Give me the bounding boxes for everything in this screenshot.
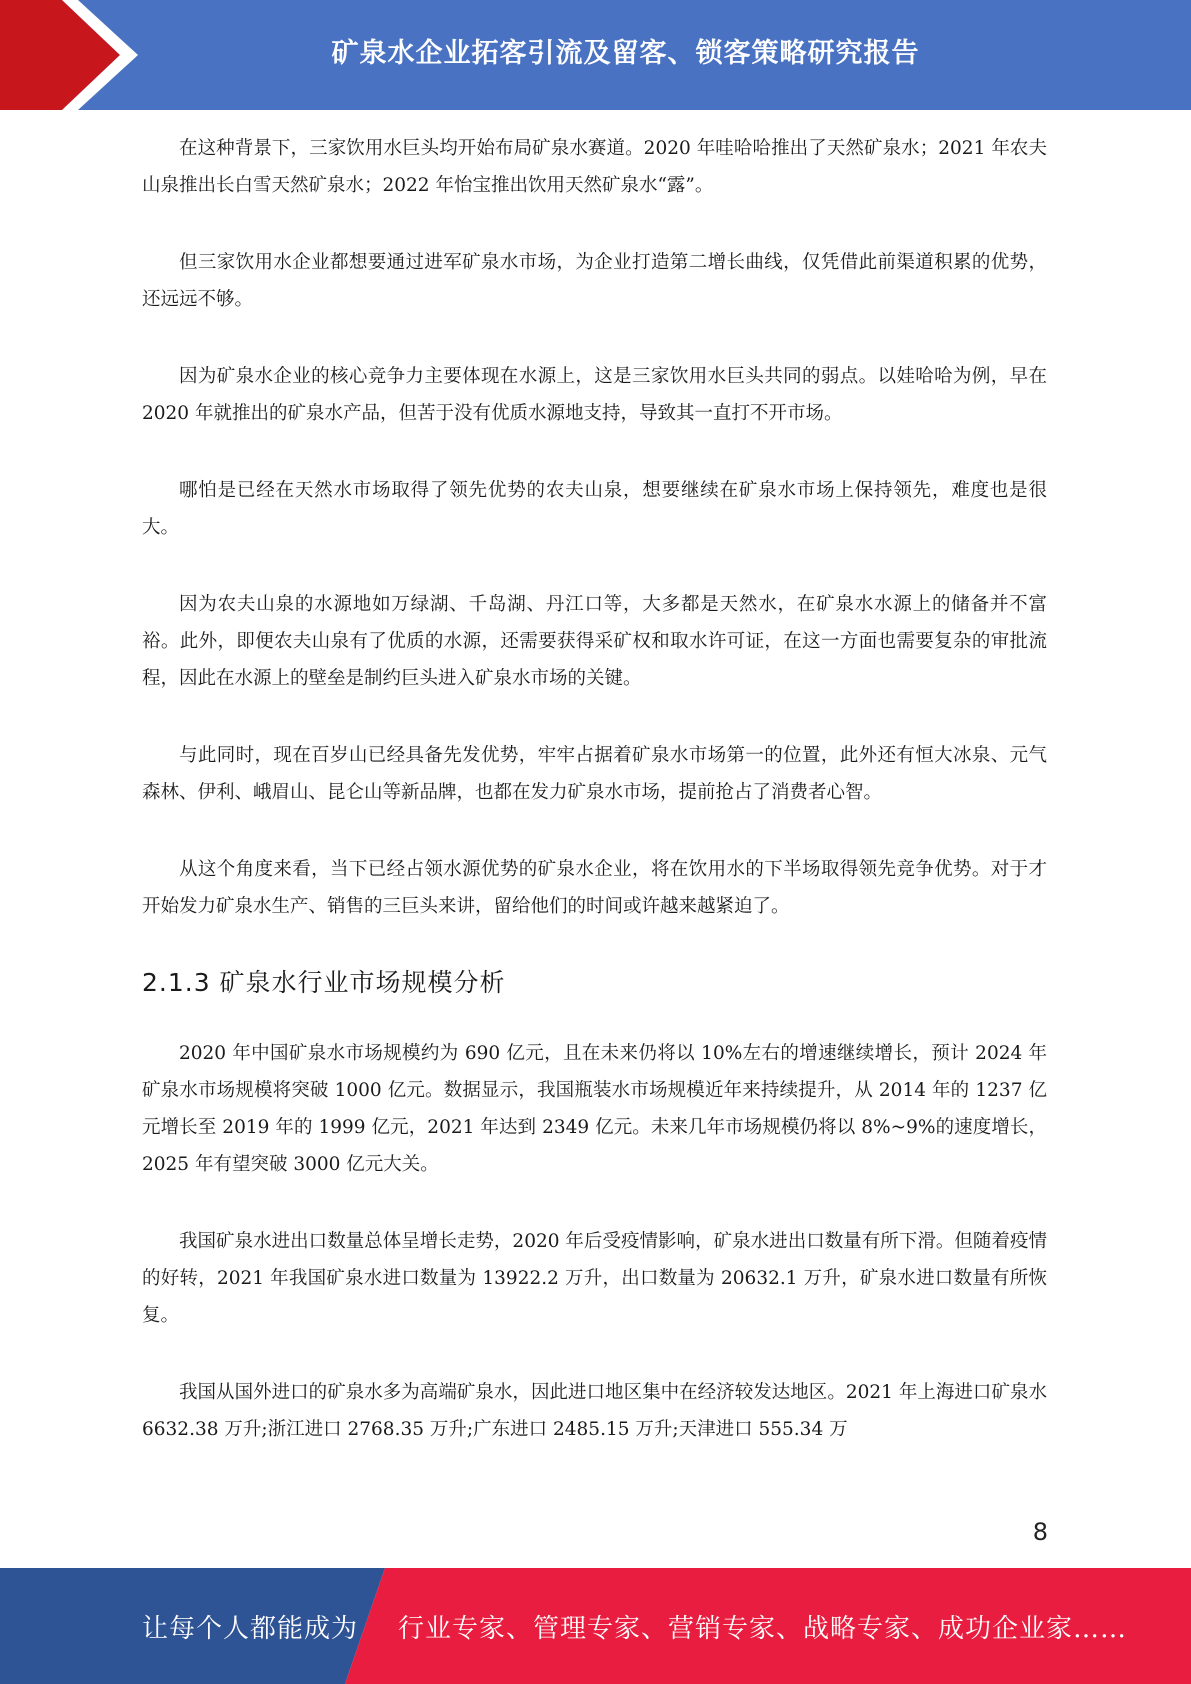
body-paragraph: 2020 年中国矿泉水市场规模约为 690 亿元，且在未来仍将以 10%左右的增速继续增长，预计 2024 年矿泉水市场规模将突破 1000 亿元。数据显示，我国瓶装水市场规模近年来持续提升，从 2014 年的 1237 亿元增长至 2019 年的 1999 亿元，2021 年达到 2349 亿元。未来几年市场规模仍将以 8%~9%的速度增长，2025 年有望突破 3000 亿元大关。 bbox=[142, 1043, 1047, 1175]
body-paragraph: 我国从国外进口的矿泉水多为高端矿泉水，因此进口地区集中在经济较发达地区。2021 年上海进口矿泉水 6632.38 万升;浙江进口 2768.35 万升;广东进口 2485.15 万升;天津进口 555.34 万 bbox=[142, 1382, 1047, 1440]
body-paragraph: 我国矿泉水进出口数量总体呈增长走势，2020 年后受疫情影响，矿泉水进出口数量有所下滑。但随着疫情的好转，2021 年我国矿泉水进口数量为 13922.2 万升，出口数量为 20632.1 万升，矿泉水进口数量有所恢复。 bbox=[142, 1231, 1047, 1326]
page-header bbox=[0, 0, 1191, 110]
body-paragraph: 在这种背景下，三家饮用水巨头均开始布局矿泉水赛道。2020 年哇哈哈推出了天然矿泉水；2021 年农夫山泉推出长白雪天然矿泉水；2022 年怡宝推出饮用天然矿泉水“露”。 bbox=[142, 138, 1047, 196]
report-title: 矿泉水企业拓客引流及留客、锁客策略研究报告 bbox=[331, 37, 920, 69]
footer-slogan-left: 让每个人都能成为 bbox=[142, 1613, 359, 1644]
section-heading: 2.1.3 矿泉水行业市场规模分析 bbox=[142, 968, 506, 997]
page-body bbox=[142, 130, 1047, 1448]
body-paragraph: 从这个角度来看，当下已经占领水源优势的矿泉水企业，将在饮用水的下半场取得领先竞争优势。对于才开始发力矿泉水生产、销售的三巨头来讲，留给他们的时间或许越来越紧迫了。 bbox=[142, 859, 1047, 917]
page-footer bbox=[0, 1568, 1191, 1684]
body-paragraph: 因为矿泉水企业的核心竞争力主要体现在水源上，这是三家饮用水巨头共同的弱点。以娃哈哈为例，早在 2020 年就推出的矿泉水产品，但苦于没有优质水源地支持，导致其一直打不开市场。 bbox=[142, 366, 1047, 424]
header-arrow-logo bbox=[0, 0, 150, 110]
body-paragraph: 哪怕是已经在天然水市场取得了领先优势的农夫山泉，想要继续在矿泉水市场上保持领先，难度也是很大。 bbox=[142, 480, 1047, 538]
body-paragraph: 与此同时，现在百岁山已经具备先发优势，牢牢占据着矿泉水市场第一的位置，此外还有恒大冰泉、元气森林、伊利、峨眉山、昆仑山等新品牌，也都在发力矿泉水市场，提前抢占了消费者心智。 bbox=[142, 745, 1047, 803]
page-number: 8 bbox=[1032, 1518, 1048, 1546]
footer-slogan-right: 行业专家、管理专家、营销专家、战略专家、成功企业家…… bbox=[398, 1613, 1128, 1644]
body-paragraph: 但三家饮用水企业都想要通过进军矿泉水市场，为企业打造第二增长曲线，仅凭借此前渠道积累的优势，还远远不够。 bbox=[142, 252, 1047, 310]
body-paragraph: 因为农夫山泉的水源地如万绿湖、千岛湖、丹江口等，大多都是天然水，在矿泉水水源上的储备并不富裕。此外，即便农夫山泉有了优质的水源，还需要获得采矿权和取水许可证，在这一方面也需要复杂的审批流程，因此在水源上的壁垒是制约巨头进入矿泉水市场的关键。 bbox=[142, 594, 1047, 689]
